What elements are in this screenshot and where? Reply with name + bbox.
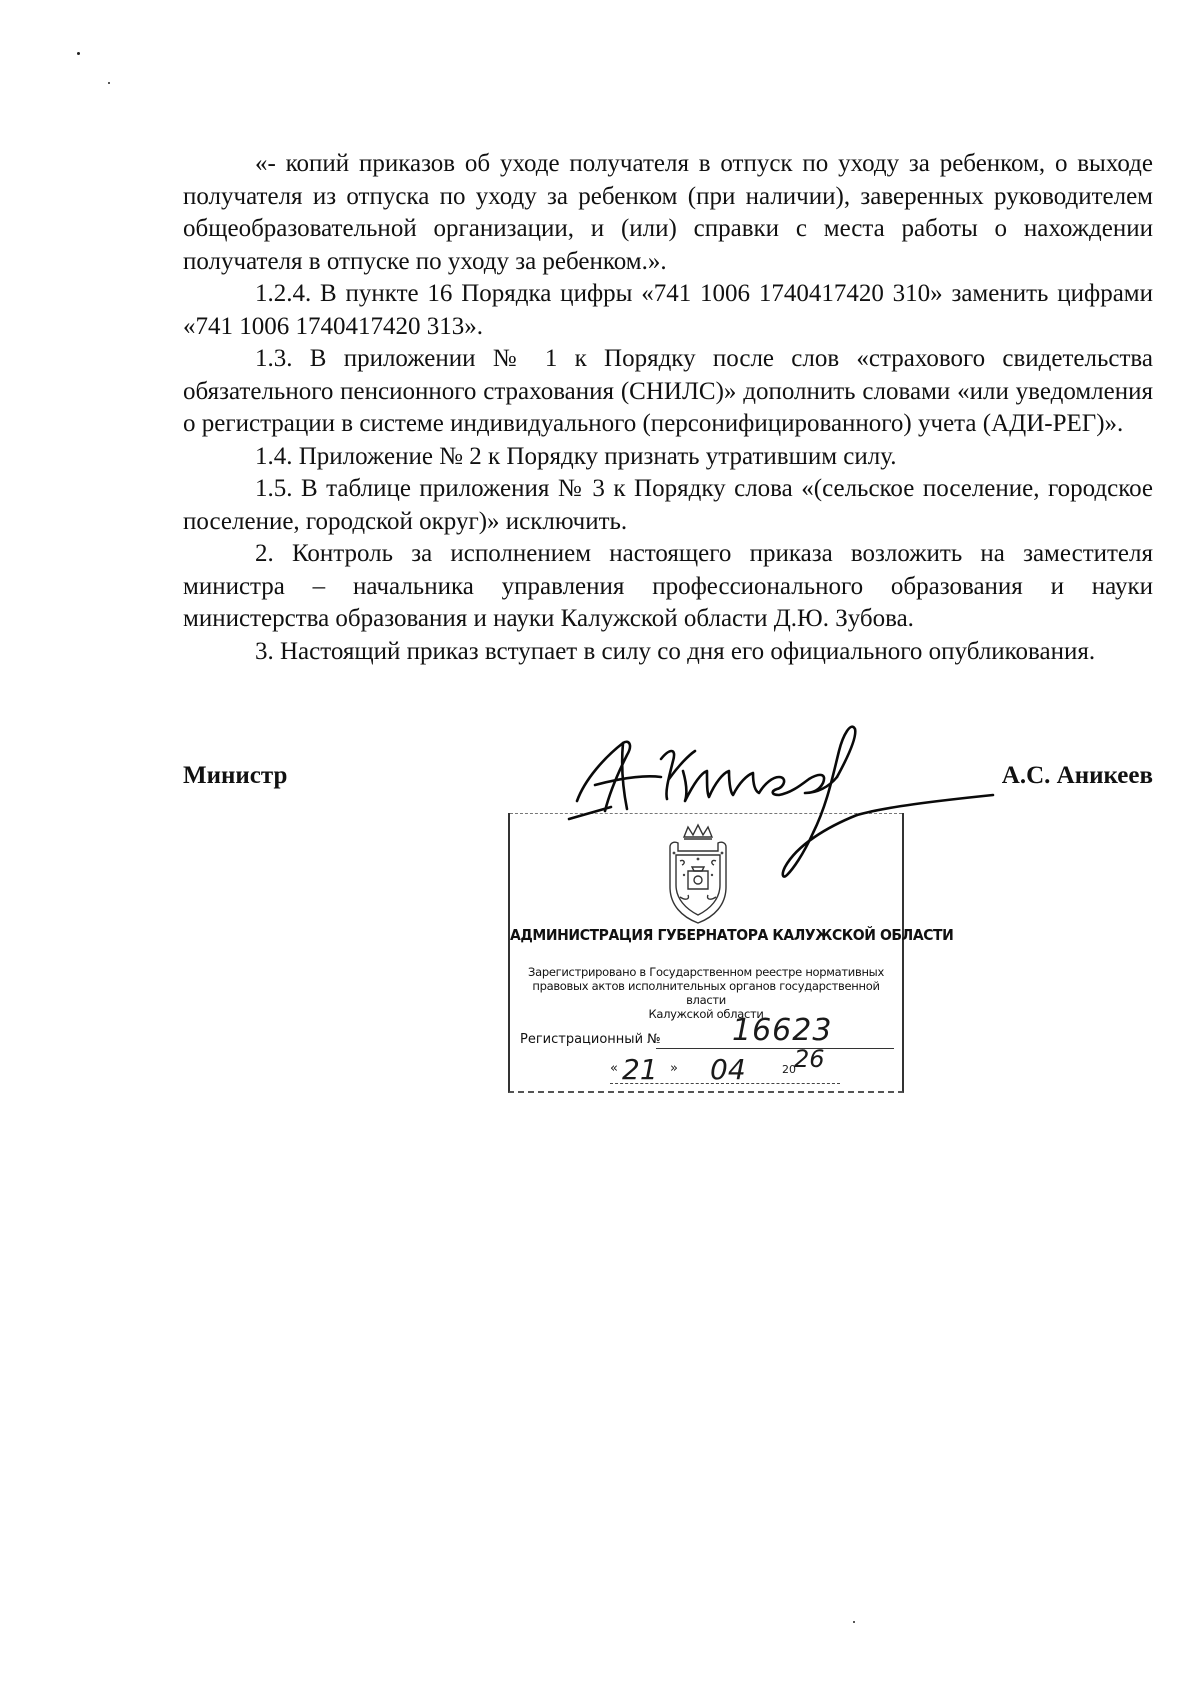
paragraph: 1.4. Приложение № 2 к Порядку признать утратившим силу. (255, 442, 897, 470)
date-quote-mark: » (670, 1061, 678, 1076)
signatory-name: А.С. Аникеев (1001, 762, 1153, 789)
registration-date-month: 04 (710, 1053, 746, 1086)
document-body (183, 148, 1153, 668)
registration-date (610, 1045, 840, 1093)
registration-date-rule (610, 1083, 840, 1084)
paragraph: 1.3. В приложении № 1 к Порядку после слов «страхового свидетельства обязательного пенсионного страхования (СНИЛС)» дополнить словами «или уведомления о регистрации в системе индивидуального (персонифицированного) учета (АДИ-РЕГ)». (183, 345, 1153, 437)
registration-number-label: Регистрационный № (520, 1032, 661, 1047)
scan-speck (853, 1621, 855, 1623)
stamp-note-line: Калужской области (648, 1007, 764, 1021)
handwritten-signature (565, 715, 995, 890)
registration-number-rule (656, 1048, 894, 1049)
paragraph: «- копий приказов об уходе получателя в отпуск по уходу за ребенком, о выходе получателя из отпуска по уходу за ребенком (при наличии), заверенных руководителем общеобразовательной организации, и (или) справки с места работы о нахождении получателя в отпуске по уходу за ребенком.». (183, 150, 1153, 275)
registration-number: 16623 (732, 1013, 833, 1048)
registration-date-day: 21 (622, 1053, 658, 1086)
paragraph: 2. Контроль за исполнением настоящего приказа возложить на заместителя министра – начальника управления профессионального образования и науки министерства образования и науки Калужской области Д.Ю. Зубова. (183, 540, 1153, 632)
date-quote-mark: « (610, 1061, 618, 1076)
scan-speck (108, 82, 110, 84)
stamp-organization: АДМИНИСТРАЦИЯ ГУБЕРНАТОРА КАЛУЖСКОЙ ОБЛАСТИ (510, 926, 954, 944)
paragraph: 1.5. В таблице приложения № 3 к Порядку слова «(сельское поселение, городское поселение, городской округ)» исключить. (183, 475, 1153, 535)
paragraph: 3. Настоящий приказ вступает в силу со дня его официального опубликования. (255, 637, 1096, 665)
scan-speck (77, 52, 80, 55)
stamp-note-line: Зарегистрировано в Государственном реестре нормативных (528, 965, 884, 979)
registration-date-year: 26 (794, 1045, 825, 1073)
registration-date-century: 20 (782, 1063, 796, 1076)
paragraph: 1.2.4. В пункте 16 Порядка цифры «741 1006 1740417420 310» заменить цифрами «741 1006 1740417420 313». (183, 280, 1153, 340)
signatory-title: Министр (183, 762, 288, 789)
stamp-note-line: правовых актов исполнительных органов государственной власти (532, 979, 880, 1007)
stamp-registration-note (516, 965, 896, 1021)
